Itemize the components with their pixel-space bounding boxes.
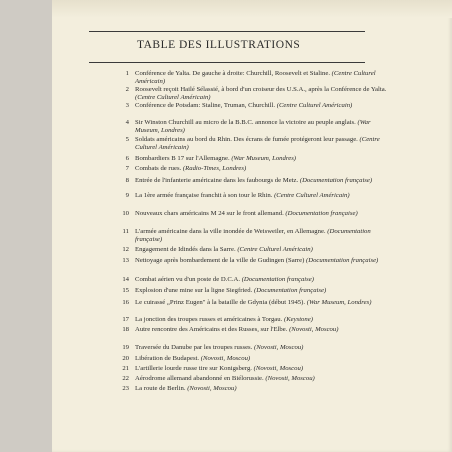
item-number: 2 [125, 86, 129, 93]
list-item [125, 119, 395, 134]
item-source: (Novosti, Moscou) [289, 326, 339, 333]
item-caption: Bombardiers B 17 sur l'Allemagne. [135, 155, 230, 162]
item-source: (Centre Culturel Américain) [276, 102, 353, 109]
item-caption: Traversée du Danube par les troupes russes. [135, 344, 253, 351]
item-caption: Nouveaux chars américains M 24 sur le front allemand. [135, 210, 284, 217]
list-item [122, 210, 395, 218]
item-number: 7 [125, 165, 129, 172]
list-item [125, 192, 395, 200]
item-source: (Keystone) [283, 316, 313, 323]
item-number: 14 [122, 276, 129, 283]
list-item [125, 165, 395, 173]
item-number: 4 [125, 119, 129, 126]
item-number: 15 [122, 287, 129, 294]
item-source: (War Museum, Londres) [231, 155, 297, 162]
item-caption: L'artillerie lourde russe tire sur Konigsberg. [135, 365, 252, 372]
item-number: 20 [122, 355, 129, 362]
list-item [125, 136, 395, 151]
list-item [125, 102, 395, 110]
item-caption: La route de Berlin. [135, 385, 186, 392]
item-source: (Documentation française) [299, 177, 373, 184]
list-item [122, 257, 395, 265]
item-source: (Novosti, Moscou) [187, 385, 237, 392]
item-source: (Centre Culturel Américain) [135, 70, 376, 85]
item-caption: La jonction des troupes russes et américaines à Torgau. [135, 316, 283, 323]
item-caption: Autre rencontre des Américains et des Russes, sur l'Elbe. [135, 326, 288, 333]
list-item [122, 375, 395, 383]
item-caption: La 1ère armée française franchit à son tour le Rhin. [135, 192, 273, 199]
item-caption: Entrée de l'infanterie américaine dans les faubourgs de Metz. [135, 177, 299, 184]
item-source: (Documentation française) [306, 257, 379, 264]
item-source: (Novosti, Moscou) [265, 375, 315, 382]
item-number: 12 [122, 246, 129, 253]
list-item [122, 299, 395, 307]
item-number: 16 [122, 299, 129, 306]
item-caption: Conférence de Yalta. De gauche à droite: Churchill, Roosevelt et Staline. [135, 70, 330, 77]
book-page [52, 0, 452, 452]
item-caption: Sir Winston Churchill au micro de la B.B.C. annonce la victoire au peuple anglais. [135, 119, 356, 126]
item-source: (Centre Culturel Américain) [274, 192, 350, 199]
item-caption: Combats de rues. [135, 165, 182, 172]
item-source: (Novosti, Moscou) [200, 355, 251, 362]
item-source: (Novosti, Moscou) [253, 344, 304, 351]
item-source: (Centre Culturel Américain) [237, 246, 313, 253]
item-caption: Engagement de Idindés dans la Sarre. [135, 246, 236, 253]
item-caption: Explosion d'une mine sur la ligne Siegfried. [135, 287, 253, 294]
item-number: 5 [125, 136, 129, 143]
item-source: (Documentation française) [285, 210, 358, 217]
list-item [122, 246, 395, 254]
page-top-shadow [52, 0, 452, 18]
title-rule [89, 62, 365, 63]
page-title: TABLE DES ILLUSTRATIONS [137, 39, 301, 51]
top-rule [89, 31, 365, 32]
item-number: 22 [122, 375, 129, 382]
item-caption: Nettoyage après bombardement de la ville de Gudingen (Sarre) [135, 257, 305, 264]
list-item [122, 355, 395, 363]
item-number: 21 [122, 365, 129, 372]
item-source: (Centre Culturel Américain) [135, 136, 380, 151]
item-source: (Documentation française) [241, 276, 314, 283]
item-number: 8 [125, 177, 129, 184]
item-source: (Radio-Times, Londres) [182, 165, 247, 172]
item-number: 23 [122, 385, 129, 392]
item-number: 10 [122, 210, 129, 217]
item-number: 9 [125, 192, 129, 199]
item-source: (War Museum, Londres) [306, 299, 372, 306]
list-item [122, 385, 395, 393]
item-source: (Documentation française) [253, 287, 327, 294]
item-number: 1 [125, 70, 129, 77]
item-number: 18 [122, 326, 129, 333]
item-source: (Documentation française) [135, 228, 371, 243]
list-item [125, 155, 395, 163]
item-source: (War Museum, Londres) [135, 119, 371, 134]
item-number: 11 [122, 228, 129, 235]
item-caption: Aérodrome allemand abandonné en Biélorussie. [135, 375, 264, 382]
list-item [122, 344, 395, 352]
item-number: 3 [125, 102, 129, 109]
list-item [125, 177, 395, 185]
list-item [122, 326, 395, 334]
list-item [122, 287, 395, 295]
list-item [122, 228, 395, 243]
list-item [122, 365, 395, 373]
item-caption: Libération de Budapest. [135, 355, 200, 362]
item-number: 13 [122, 257, 129, 264]
item-caption: L'armée américaine dans la ville inondée de Weisweiler, en Allemagne. [135, 228, 326, 235]
item-caption: Conférence de Potsdam: Staline, Truman, Churchill. [135, 102, 276, 109]
item-caption: Roosevelt reçoit Hailé Sélassié, à bord d'un croiseur des U.S.A., après la Conférence de Yalta. [135, 86, 387, 93]
list-item [122, 316, 395, 324]
item-number: 6 [125, 155, 129, 162]
item-source: (Novosti, Moscou) [253, 365, 304, 372]
list-item [125, 86, 395, 101]
list-item [122, 276, 395, 284]
item-source: (Centre Culturel Américain) [135, 93, 211, 101]
list-item [125, 70, 395, 85]
item-caption: Soldats américains au bord du Rhin. Des écrans de fumée protégeront leur passage. [135, 136, 358, 143]
item-number: 19 [122, 344, 129, 351]
item-caption: Le cuirassé „Prinz Eugen" à la bataille de Gdynia (début 1945). [135, 299, 306, 306]
item-caption: Combat aérien vu d'un poste de D.C.A. [135, 276, 241, 283]
item-number: 17 [122, 316, 129, 323]
